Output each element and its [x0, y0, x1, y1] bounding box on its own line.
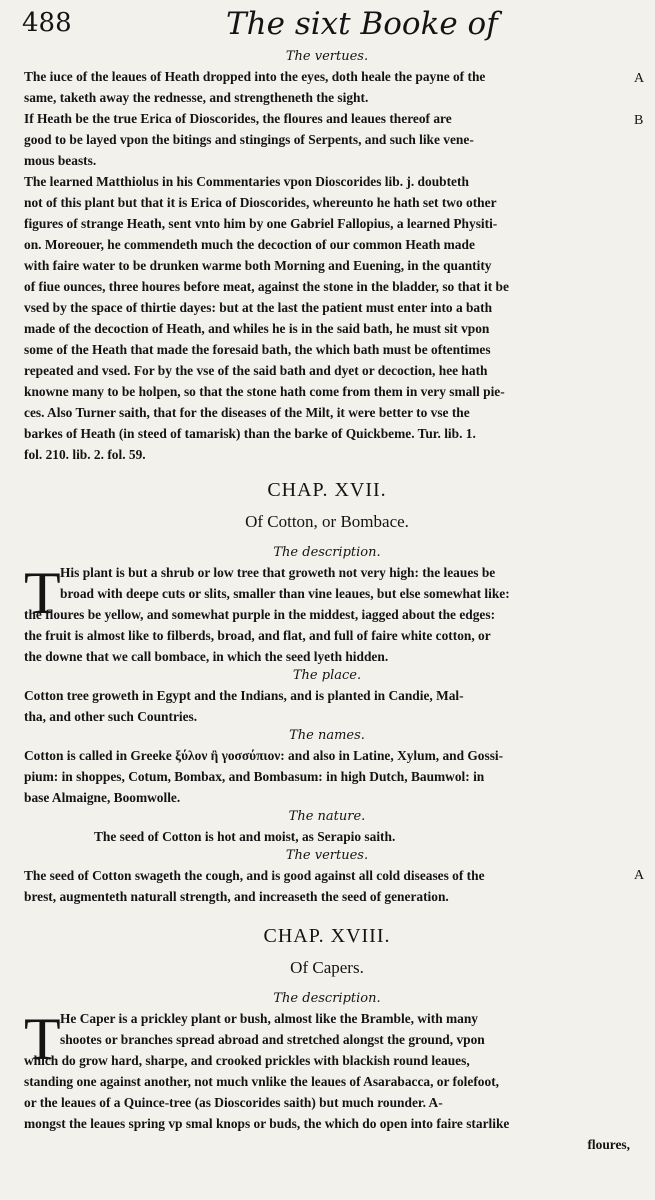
text-line: barkes of Heath (in steed of tamarisk) than the barke of Quickbeme. Tur. lib. 1. [24, 426, 476, 441]
chapter-title: Of Cotton, or Bombace. [245, 512, 409, 531]
text-line: pium: in shoppes, Cotum, Bombax, and Bombasum: in high Dutch, Baumwol: in [24, 769, 485, 784]
text-line: with faire water to be drunken warme both Morning and Euening, in the quantity [24, 258, 492, 273]
running-head: The sixt Booke of [226, 6, 498, 42]
text-line: vsed by the space of thirtie dayes: but at the last the patient must enter into a bath [24, 300, 493, 315]
text-line: good to be layed vpon the bitings and stingings of Serpents, and such like vene- [24, 132, 474, 147]
text-line: Cotton tree groweth in Egypt and the Indians, and is planted in Candie, Mal- [24, 688, 464, 703]
drop-cap: T [24, 1006, 61, 1072]
margin-mark-a: A [634, 868, 645, 883]
text-line: knowne many to be holpen, so that the stone hath come from them in very small pie- [24, 384, 505, 399]
text-line: fol. 210. lib. 2. fol. 59. [24, 447, 146, 462]
text-line: some of the Heath that made the foresaid bath, the which bath must be oftentimes [24, 342, 491, 357]
text-line: mous beasts. [24, 153, 97, 168]
description-paragraph [24, 1008, 630, 1134]
margin-mark-a: A [634, 71, 645, 86]
catchword: floures, [587, 1137, 630, 1152]
subhead-names: The names. [289, 728, 365, 743]
subhead-nature: The nature. [288, 809, 366, 824]
text-line: The seed of Cotton swageth the cough, and is good against all cold diseases of the [24, 868, 485, 883]
text-line: shootes or branches spread abroad and stretched alongst the ground, vpon [60, 1032, 485, 1047]
text-line: tha, and other such Countries. [24, 709, 198, 724]
subhead-vertues: The vertues. [285, 848, 369, 863]
text-line: of fiue ounces, three houres before meat, against the stone in the bladder, so that it be [24, 279, 509, 294]
text-line: broad with deepe cuts or slits, smaller than vine leaues, but else somewhat like: [60, 586, 510, 601]
chapter-heading: CHAP. XVII. [267, 479, 387, 501]
text-line: mongst the leaues spring vp smal knops or buds, the which do open into faire starlike [24, 1116, 510, 1131]
text-line: which do grow hard, sharpe, and crooked prickles with blackish round leaues, [24, 1053, 470, 1068]
page-header [0, 0, 655, 50]
text-line: brest, augmenteth naturall strength, and increaseth the seed of generation. [24, 889, 449, 904]
text-line: repeated and vsed. For by the vse of the said bath and dyet or decoction, hee hath [24, 363, 488, 378]
text-line: ces. Also Turner saith, that for the diseases of the Milt, it were better to vse the [24, 405, 470, 420]
text-line: Cotton is called in Greeke ξύλον ἢ γοσσύπιον: and also in Latine, Xylum, and Gossi- [24, 748, 504, 763]
subhead-description: The description. [273, 545, 381, 560]
text-line: the floures be yellow, and somewhat purple in the middest, iagged about the edges: [24, 607, 496, 622]
chapter-title: Of Capers. [290, 958, 364, 977]
description-paragraph [24, 562, 630, 667]
text-line: not of this plant but that it is Erica of Dioscorides, whereunto he hath set two other [24, 195, 497, 210]
page-body [24, 48, 630, 1155]
text-line: The learned Matthiolus in his Commentaries vpon Dioscorides lib. j. doubteth [24, 174, 469, 189]
text-line: The seed of Cotton is hot and moist, as Serapio saith. [94, 829, 396, 844]
margin-mark-b: B [634, 113, 644, 128]
text-line: The iuce of the leaues of Heath dropped into the eyes, doth heale the payne of the [24, 69, 486, 84]
subhead-description: The description. [273, 991, 381, 1006]
text-line: His plant is but a shrub or low tree that groweth not very high: the leaues be [60, 565, 496, 580]
text-line: base Almaigne, Boomwolle. [24, 790, 181, 805]
text-line: made of the decoction of Heath, and whiles he is in the said bath, he must sit vpon [24, 321, 490, 336]
text-line: the fruit is almost like to filberds, broad, and flat, and full of faire white cotton, or [24, 628, 491, 643]
drop-cap: T [24, 560, 61, 626]
chapter-heading: CHAP. XVIII. [263, 925, 391, 947]
text-line: the downe that we call bombace, in which the seed lyeth hidden. [24, 649, 389, 664]
subhead-vertues: The vertues. [285, 49, 369, 64]
page-number: 488 [22, 8, 72, 38]
text-line: figures of strange Heath, sent vnto him by one Gabriel Fallopius, a learned Physiti- [24, 216, 498, 231]
text-line: standing one against another, not much vnlike the leaues of Asarabacca, or folefoot, [24, 1074, 500, 1089]
subhead-place: The place. [292, 668, 362, 683]
text-line: If Heath be the true Erica of Dioscorides, the floures and leaues thereof are [24, 111, 452, 126]
text-line: or the leaues of a Quince-tree (as Dioscorides saith) but much rounder. A- [24, 1095, 443, 1110]
text-line: same, taketh away the rednesse, and strengtheneth the sight. [24, 90, 369, 105]
text-line: He Caper is a prickley plant or bush, almost like the Bramble, with many [60, 1011, 478, 1026]
text-line: on. Moreouer, he commendeth much the decoction of our common Heath made [24, 237, 475, 252]
